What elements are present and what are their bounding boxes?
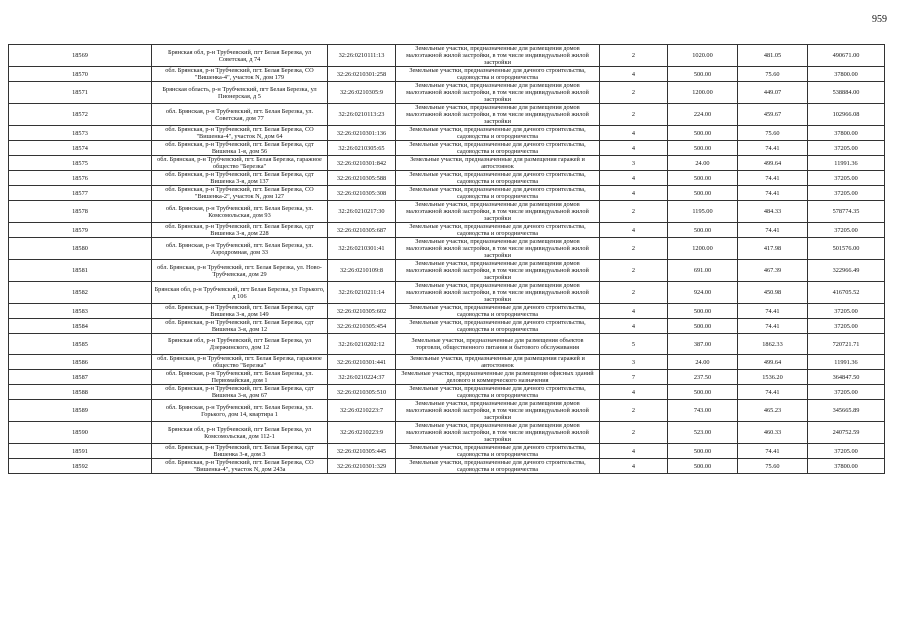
rate-cell: 1862.33 xyxy=(738,334,808,355)
group-cell: 2 xyxy=(600,82,668,104)
row-number: 18578 xyxy=(9,201,152,223)
address-cell: обл. Брянская, р-н Трубчевский, пгт. Белая Березка, сдт Вишенка 3-я, дом 137 xyxy=(152,171,328,186)
land-use-cell: Земельные участки, предназначенные для размещения гаражей и автостоянок xyxy=(396,156,600,171)
cadastral-number-cell: 32:26:0210305:510 xyxy=(328,385,396,400)
address-cell: обл. Брянская, р-н Трубчевский, пгт. Белая Березка, ул. Горького, дом 14, квартира 1 xyxy=(152,400,328,422)
address-cell: Брянская обл, р-н Трубчевский, пгт Белая Березка, ул Советская, д 74 xyxy=(152,45,328,67)
row-number: 18575 xyxy=(9,156,152,171)
group-cell: 4 xyxy=(600,223,668,238)
row-number: 18582 xyxy=(9,282,152,304)
rate-cell: 481.05 xyxy=(738,45,808,67)
land-use-cell: Земельные участки, предназначенные для размещения домов малоэтажной жилой застройки, в том числе индивидуальной жилой застройки xyxy=(396,82,600,104)
group-cell: 7 xyxy=(600,370,668,385)
area-cell: 500.00 xyxy=(668,67,738,82)
address-cell: Брянская область, р-н Трубчевский, пгт Белая Березка, ул Пионерская, д 5 xyxy=(152,82,328,104)
group-cell: 2 xyxy=(600,400,668,422)
cadastral-number-cell: 32:26:0210301:258 xyxy=(328,67,396,82)
row-number: 18586 xyxy=(9,355,152,370)
registry-table xyxy=(8,44,885,474)
address-cell: обл. Брянская, р-н Трубчевский, пгт. Белая Березка, ул. Советская, дом 77 xyxy=(152,104,328,126)
table-row xyxy=(9,104,885,126)
address-cell: обл. Брянская, р-н Трубчевский, пгт. Белая Березка, гаражное общество "Березка" xyxy=(152,355,328,370)
area-cell: 500.00 xyxy=(668,186,738,201)
group-cell: 4 xyxy=(600,141,668,156)
address-cell: обл. Брянская, р-н Трубчевский, пгт. Белая Березка, ул. Комсомольская, дом 93 xyxy=(152,201,328,223)
rate-cell: 74.41 xyxy=(738,304,808,319)
group-cell: 2 xyxy=(600,260,668,282)
cadastral-value-cell: 37205.00 xyxy=(808,171,885,186)
rate-cell: 417.98 xyxy=(738,238,808,260)
cadastral-number-cell: 32:26:0210217:30 xyxy=(328,201,396,223)
table-row xyxy=(9,319,885,334)
rate-cell: 484.33 xyxy=(738,201,808,223)
area-cell: 924.00 xyxy=(668,282,738,304)
cadastral-value-cell: 240752.59 xyxy=(808,422,885,444)
cadastral-number-cell: 32:26:0210305:65 xyxy=(328,141,396,156)
rate-cell: 499.64 xyxy=(738,156,808,171)
address-cell: обл. Брянская, р-н Трубчевский, пгт. Белая Березка, сдт Вишенка 1-я, дом 56 xyxy=(152,141,328,156)
area-cell: 1195.00 xyxy=(668,201,738,223)
row-number: 18585 xyxy=(9,334,152,355)
table-row xyxy=(9,422,885,444)
cadastral-number-cell: 32:26:0210224:37 xyxy=(328,370,396,385)
land-use-cell: Земельные участки, предназначенные для дачного строительства, садоводства и огородничества xyxy=(396,67,600,82)
cadastral-number-cell: 32:26:0210301:136 xyxy=(328,126,396,141)
address-cell: обл. Брянская, р-н Трубчевский, пгт. Белая Березка, СО "Вишенка-4", участок N, дом 243а xyxy=(152,459,328,474)
address-cell: обл. Брянская, р-н Трубчевский, пгт. Белая Березка, сдт Вишенка 3-я, дом 12 xyxy=(152,319,328,334)
group-cell: 2 xyxy=(600,422,668,444)
table-row xyxy=(9,67,885,82)
group-cell: 4 xyxy=(600,67,668,82)
area-cell: 500.00 xyxy=(668,304,738,319)
rate-cell: 75.60 xyxy=(738,459,808,474)
row-number: 18572 xyxy=(9,104,152,126)
row-number: 18570 xyxy=(9,67,152,82)
cadastral-value-cell: 37205.00 xyxy=(808,223,885,238)
rate-cell: 74.41 xyxy=(738,171,808,186)
area-cell: 500.00 xyxy=(668,126,738,141)
group-cell: 2 xyxy=(600,282,668,304)
row-number: 18590 xyxy=(9,422,152,444)
area-cell: 500.00 xyxy=(668,171,738,186)
group-cell: 3 xyxy=(600,355,668,370)
table-row xyxy=(9,444,885,459)
row-number: 18579 xyxy=(9,223,152,238)
table-row xyxy=(9,141,885,156)
cadastral-number-cell: 32:26:0210111:13 xyxy=(328,45,396,67)
land-use-cell: Земельные участки, предназначенные для размещения домов малоэтажной жилой застройки, в том числе индивидуальной жилой застройки xyxy=(396,45,600,67)
table-row xyxy=(9,82,885,104)
cadastral-value-cell: 102966.08 xyxy=(808,104,885,126)
land-use-cell: Земельные участки, предназначенные для размещения объектов торговли, общественного питания и бытового обслуживания xyxy=(396,334,600,355)
area-cell: 500.00 xyxy=(668,141,738,156)
land-use-cell: Земельные участки, предназначенные для размещения гаражей и автостоянок xyxy=(396,355,600,370)
land-use-cell: Земельные участки, предназначенные для дачного строительства, садоводства и огородничества xyxy=(396,444,600,459)
cadastral-number-cell: 32:26:0210301:842 xyxy=(328,156,396,171)
cadastral-value-cell: 11991.36 xyxy=(808,156,885,171)
area-cell: 523.00 xyxy=(668,422,738,444)
table-row xyxy=(9,334,885,355)
rate-cell: 459.67 xyxy=(738,104,808,126)
address-cell: обл. Брянская, р-н Трубчевский, пгт. Белая Березка, СО "Вишенка-4", участок N, дом 179 xyxy=(152,67,328,82)
land-use-cell: Земельные участки, предназначенные для дачного строительства, садоводства и огородничества xyxy=(396,385,600,400)
land-use-cell: Земельные участки, предназначенные для дачного строительства, садоводства и огородничества xyxy=(396,319,600,334)
rate-cell: 75.60 xyxy=(738,67,808,82)
area-cell: 1200.00 xyxy=(668,238,738,260)
group-cell: 2 xyxy=(600,104,668,126)
table-row xyxy=(9,126,885,141)
cadastral-value-cell: 501576.00 xyxy=(808,238,885,260)
row-number: 18584 xyxy=(9,319,152,334)
cadastral-number-cell: 32:26:0210301:41 xyxy=(328,238,396,260)
rate-cell: 74.41 xyxy=(738,444,808,459)
rate-cell: 449.07 xyxy=(738,82,808,104)
cadastral-number-cell: 32:26:0210305:9 xyxy=(328,82,396,104)
land-use-cell: Земельные участки, предназначенные для дачного строительства, садоводства и огородничества xyxy=(396,304,600,319)
address-cell: обл. Брянская, р-н Трубчевский, пгт. Белая Березка, СО "Вишенка-4", участок N, дом 64 xyxy=(152,126,328,141)
cadastral-value-cell: 37205.00 xyxy=(808,141,885,156)
rate-cell: 74.41 xyxy=(738,141,808,156)
group-cell: 4 xyxy=(600,385,668,400)
address-cell: Брянская обл, р-н Трубчевский, пгт Белая Березка, ул Комсомольская, дом 112-1 xyxy=(152,422,328,444)
cadastral-number-cell: 32:26:0210109:8 xyxy=(328,260,396,282)
land-use-cell: Земельные участки, предназначенные для дачного строительства, садоводства и огородничества xyxy=(396,223,600,238)
land-use-cell: Земельные участки, предназначенные для дачного строительства, садоводства и огородничества xyxy=(396,459,600,474)
land-use-cell: Земельные участки, предназначенные для размещения офисных зданий делового и коммерческого назначения xyxy=(396,370,600,385)
row-number: 18588 xyxy=(9,385,152,400)
table-row xyxy=(9,370,885,385)
group-cell: 4 xyxy=(600,459,668,474)
table-row xyxy=(9,45,885,67)
row-number: 18573 xyxy=(9,126,152,141)
row-number: 18571 xyxy=(9,82,152,104)
table-row xyxy=(9,156,885,171)
area-cell: 1200.00 xyxy=(668,82,738,104)
cadastral-value-cell: 720721.71 xyxy=(808,334,885,355)
cadastral-value-cell: 37205.00 xyxy=(808,319,885,334)
group-cell: 4 xyxy=(600,444,668,459)
address-cell: Брянская обл, р-н Трубчевский, пгт Белая Березка, ул Горького, д 106 xyxy=(152,282,328,304)
land-use-cell: Земельные участки, предназначенные для размещения домов малоэтажной жилой застройки, в том числе индивидуальной жилой застройки xyxy=(396,282,600,304)
table-row xyxy=(9,201,885,223)
group-cell: 2 xyxy=(600,201,668,223)
table-row xyxy=(9,186,885,201)
cadastral-value-cell: 37800.00 xyxy=(808,67,885,82)
table-row xyxy=(9,238,885,260)
group-cell: 4 xyxy=(600,319,668,334)
row-number: 18577 xyxy=(9,186,152,201)
rate-cell: 450.98 xyxy=(738,282,808,304)
cadastral-value-cell: 322966.49 xyxy=(808,260,885,282)
address-cell: обл. Брянская, р-н Трубчевский, пгт. Белая Березка, сдт Вишенка 3-я, дом 149 xyxy=(152,304,328,319)
cadastral-value-cell: 345665.89 xyxy=(808,400,885,422)
cadastral-value-cell: 37205.00 xyxy=(808,385,885,400)
cadastral-number-cell: 32:26:0210301:329 xyxy=(328,459,396,474)
table-body xyxy=(9,45,885,474)
address-cell: обл. Брянская, р-н Трубчевский, пгт. Белая Березка, сдт Вишенка 3-я, дом 3 xyxy=(152,444,328,459)
cadastral-value-cell: 364847.50 xyxy=(808,370,885,385)
rate-cell: 74.41 xyxy=(738,186,808,201)
cadastral-number-cell: 32:26:0210305:445 xyxy=(328,444,396,459)
address-cell: обл. Брянская, р-н Трубчевский, пгт. Белая Березка, ул. Первомайская, дом 1 xyxy=(152,370,328,385)
rate-cell: 75.60 xyxy=(738,126,808,141)
rate-cell: 1536.20 xyxy=(738,370,808,385)
cadastral-number-cell: 32:26:0210301:441 xyxy=(328,355,396,370)
area-cell: 500.00 xyxy=(668,223,738,238)
cadastral-number-cell: 32:26:0210202:12 xyxy=(328,334,396,355)
rate-cell: 499.64 xyxy=(738,355,808,370)
row-number: 18583 xyxy=(9,304,152,319)
group-cell: 4 xyxy=(600,304,668,319)
cadastral-value-cell: 37205.00 xyxy=(808,444,885,459)
area-cell: 24.00 xyxy=(668,156,738,171)
rate-cell: 74.41 xyxy=(738,385,808,400)
address-cell: обл. Брянская, р-н Трубчевский, пгт. Белая Березка, сдт Вишенка 3-я, дом 228 xyxy=(152,223,328,238)
page-number: 959 xyxy=(872,14,887,25)
rate-cell: 465.23 xyxy=(738,400,808,422)
row-number: 18580 xyxy=(9,238,152,260)
row-number: 18591 xyxy=(9,444,152,459)
area-cell: 743.00 xyxy=(668,400,738,422)
group-cell: 2 xyxy=(600,45,668,67)
table-row xyxy=(9,260,885,282)
group-cell: 2 xyxy=(600,238,668,260)
row-number: 18576 xyxy=(9,171,152,186)
cadastral-number-cell: 32:26:0210113:23 xyxy=(328,104,396,126)
land-use-cell: Земельные участки, предназначенные для дачного строительства, садоводства и огородничества xyxy=(396,141,600,156)
area-cell: 500.00 xyxy=(668,444,738,459)
table-row xyxy=(9,171,885,186)
land-use-cell: Земельные участки, предназначенные для размещения домов малоэтажной жилой застройки, в том числе индивидуальной жилой застройки xyxy=(396,104,600,126)
group-cell: 4 xyxy=(600,186,668,201)
cadastral-number-cell: 32:26:0210305:454 xyxy=(328,319,396,334)
address-cell: обл. Брянская, р-н Трубчевский, пгт. Белая Березка, сдт Вишенка 3-я, дом 67 xyxy=(152,385,328,400)
cadastral-number-cell: 32:26:0210305:308 xyxy=(328,186,396,201)
cadastral-number-cell: 32:26:0210211:14 xyxy=(328,282,396,304)
land-use-cell: Земельные участки, предназначенные для размещения домов малоэтажной жилой застройки, в том числе индивидуальной жилой застройки xyxy=(396,201,600,223)
address-cell: обл. Брянская, р-н Трубчевский, пгт. Белая Березка, ул. Аэродромная, дом 33 xyxy=(152,238,328,260)
row-number: 18589 xyxy=(9,400,152,422)
row-number: 18587 xyxy=(9,370,152,385)
land-use-cell: Земельные участки, предназначенные для размещения домов малоэтажной жилой застройки, в том числе индивидуальной жилой застройки xyxy=(396,422,600,444)
table-row xyxy=(9,282,885,304)
cadastral-value-cell: 538884.00 xyxy=(808,82,885,104)
cadastral-number-cell: 32:26:0210305:588 xyxy=(328,171,396,186)
land-use-cell: Земельные участки, предназначенные для дачного строительства, садоводства и огородничества xyxy=(396,171,600,186)
area-cell: 224.00 xyxy=(668,104,738,126)
table-row xyxy=(9,459,885,474)
cadastral-value-cell: 490671.00 xyxy=(808,45,885,67)
table-row xyxy=(9,385,885,400)
cadastral-value-cell: 37800.00 xyxy=(808,126,885,141)
table-row xyxy=(9,223,885,238)
table-row xyxy=(9,355,885,370)
land-use-cell: Земельные участки, предназначенные для размещения домов малоэтажной жилой застройки, в том числе индивидуальной жилой застройки xyxy=(396,238,600,260)
address-cell: обл. Брянская, р-н Трубчевский, пгт. Белая Березка, гаражное общество "Березка" xyxy=(152,156,328,171)
land-use-cell: Земельные участки, предназначенные для размещения домов малоэтажной жилой застройки, в том числе индивидуальной жилой застройки xyxy=(396,260,600,282)
group-cell: 5 xyxy=(600,334,668,355)
area-cell: 500.00 xyxy=(668,459,738,474)
group-cell: 4 xyxy=(600,126,668,141)
cadastral-value-cell: 37205.00 xyxy=(808,304,885,319)
address-cell: обл. Брянская, р-н Трубчевский, пгт. Белая Березка, СО "Вишенка-2", участок N, дом 127 xyxy=(152,186,328,201)
land-use-cell: Земельные участки, предназначенные для дачного строительства, садоводства и огородничества xyxy=(396,126,600,141)
cadastral-value-cell: 37800.00 xyxy=(808,459,885,474)
group-cell: 4 xyxy=(600,171,668,186)
rate-cell: 74.41 xyxy=(738,223,808,238)
area-cell: 691.00 xyxy=(668,260,738,282)
rate-cell: 460.33 xyxy=(738,422,808,444)
address-cell: Брянская обл, р-н Трубчевский, пгт Белая Березка, ул Дзержинского, дом 12 xyxy=(152,334,328,355)
cadastral-number-cell: 32:26:0210223:9 xyxy=(328,422,396,444)
table-row xyxy=(9,304,885,319)
row-number: 18592 xyxy=(9,459,152,474)
cadastral-value-cell: 11991.36 xyxy=(808,355,885,370)
cadastral-number-cell: 32:26:0210305:602 xyxy=(328,304,396,319)
area-cell: 500.00 xyxy=(668,385,738,400)
land-use-cell: Земельные участки, предназначенные для дачного строительства, садоводства и огородничества xyxy=(396,186,600,201)
row-number: 18569 xyxy=(9,45,152,67)
table-row xyxy=(9,400,885,422)
row-number: 18581 xyxy=(9,260,152,282)
area-cell: 237.50 xyxy=(668,370,738,385)
address-cell: обл. Брянская, р-н Трубчевский, пгт. Белая Березка, ул. Ново-Трубчевская, дом 29 xyxy=(152,260,328,282)
row-number: 18574 xyxy=(9,141,152,156)
rate-cell: 74.41 xyxy=(738,319,808,334)
land-use-cell: Земельные участки, предназначенные для размещения домов малоэтажной жилой застройки, в том числе индивидуальной жилой застройки xyxy=(396,400,600,422)
cadastral-number-cell: 32:26:0210223:7 xyxy=(328,400,396,422)
area-cell: 387.00 xyxy=(668,334,738,355)
cadastral-value-cell: 416705.52 xyxy=(808,282,885,304)
area-cell: 500.00 xyxy=(668,319,738,334)
cadastral-value-cell: 578774.35 xyxy=(808,201,885,223)
area-cell: 1020.00 xyxy=(668,45,738,67)
rate-cell: 467.39 xyxy=(738,260,808,282)
area-cell: 24.00 xyxy=(668,355,738,370)
group-cell: 3 xyxy=(600,156,668,171)
cadastral-value-cell: 37205.00 xyxy=(808,186,885,201)
cadastral-number-cell: 32:26:0210305:687 xyxy=(328,223,396,238)
